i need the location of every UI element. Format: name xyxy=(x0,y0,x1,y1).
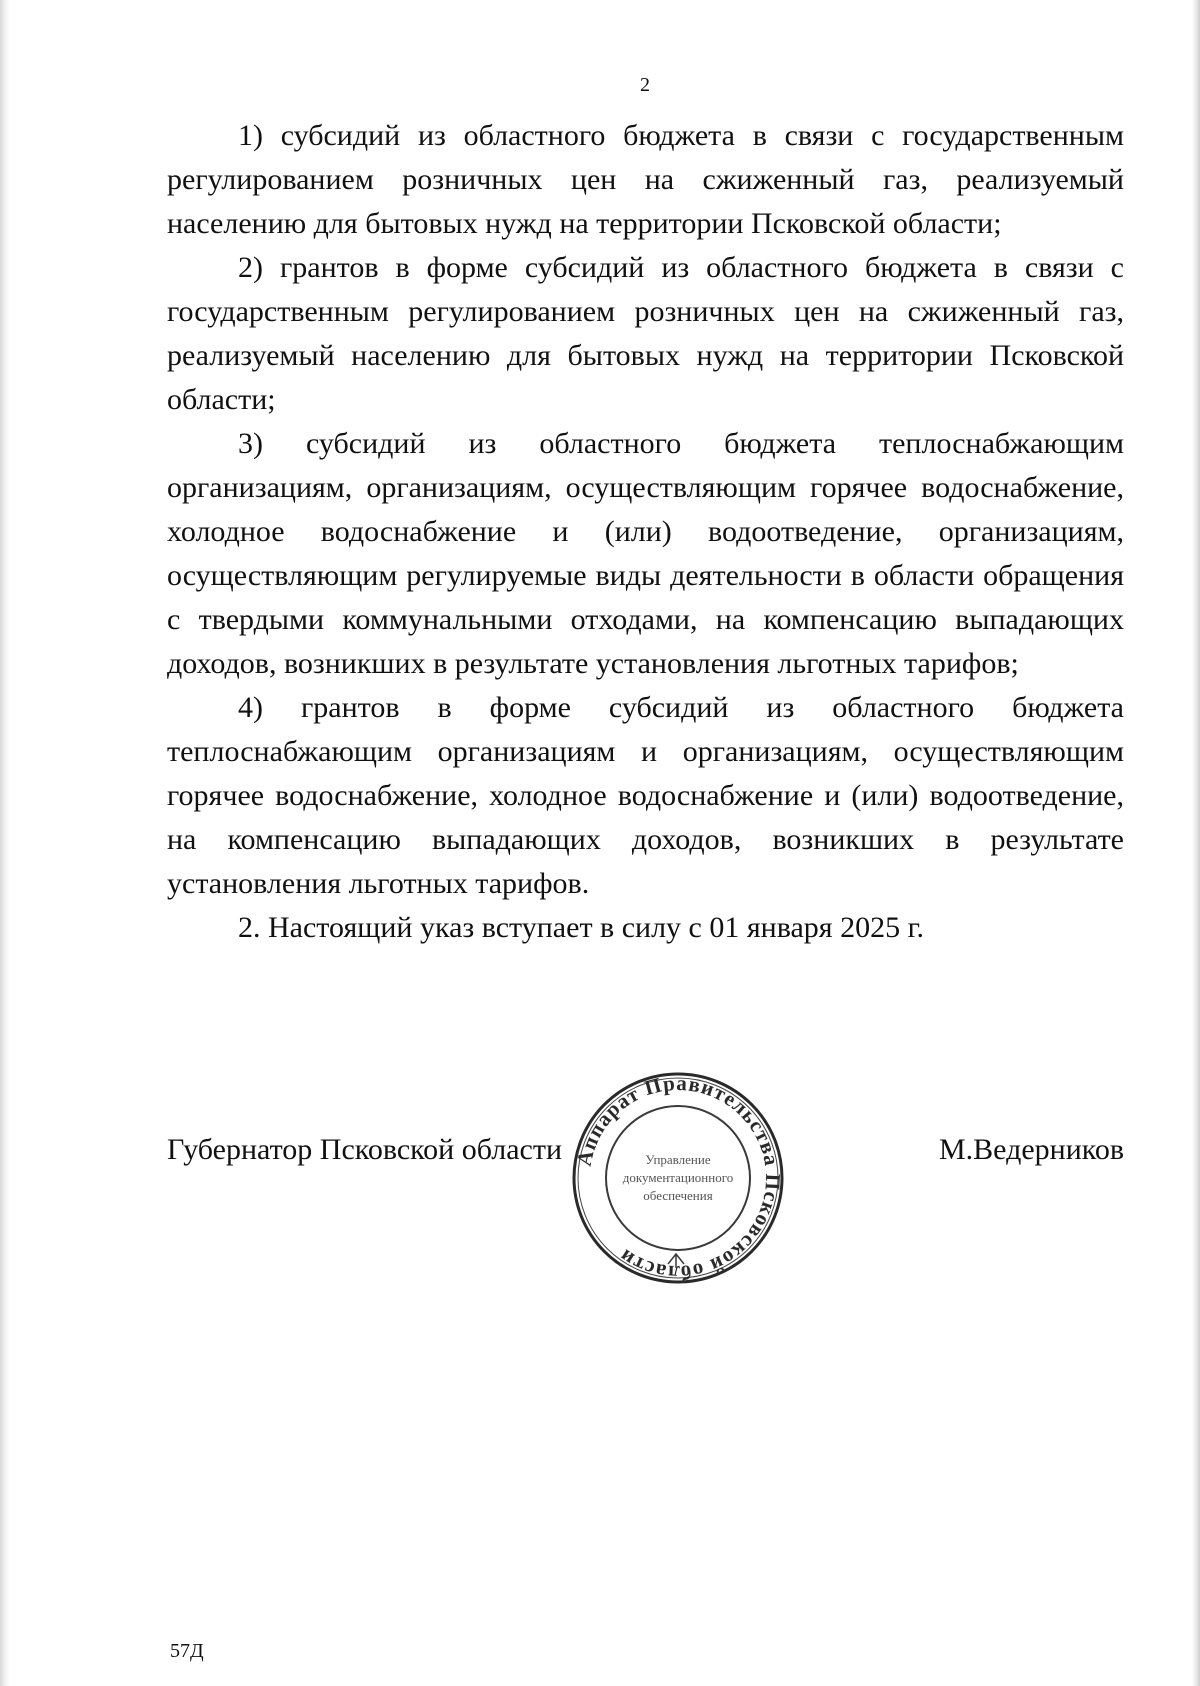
paragraph-item-4: 4) грантов в форме субсидий из областного бюджета теплоснабжающим организациям и организациям, осуществляющим горячее водоснабжение, холодное водоснабжение и (или) водоотведение, на компенсацию выпадающих доходов, возникших в результате установления льготных тарифов. xyxy=(167,691,1124,900)
stamp-inner-line-3: обеспечения xyxy=(643,1188,713,1203)
paragraph-item-2: 2) грантов в форме субсидий из областного бюджета в связи с государственным регулированием розничных цен на сжиженный газ, реализуемый населению для бытовых нужд на территории Псковской области; xyxy=(167,251,1124,416)
document-code: 57Д xyxy=(170,1640,204,1662)
official-stamp xyxy=(568,1068,788,1288)
paragraph-item-1: 1) субсидий из областного бюджета в связи с государственным регулированием розничных цен на сжиженный газ, реализуемый населению для бытовых нужд на территории Псковской области; xyxy=(167,119,1124,240)
stamp-inner-line-2: документационного xyxy=(622,1170,734,1185)
paragraph-effective-date: 2. Настоящий указ вступает в силу с 01 января 2025 г. xyxy=(238,911,925,944)
paragraph-item-3: 3) субсидий из областного бюджета теплоснабжающим организациям, организациям, осуществляющим горячее водоснабжение, холодное водоснабжение и (или) водоотведение, организациям, осуществляющим регулируемые виды деятельности в области обращения с твердыми коммунальными отходами, на компенсацию выпадающих доходов, возникших в результате установления льготных тарифов; xyxy=(167,427,1124,680)
scan-edge-left xyxy=(0,0,10,1686)
stamp-inner-line-1: Управление xyxy=(645,1152,711,1167)
stamp-outer-text: Аппарат Правительства Псковской области xyxy=(571,1070,786,1286)
scan-edge-right xyxy=(1192,0,1200,1686)
signatory-position: Губернатор Псковской области xyxy=(167,1133,563,1166)
page-number: 2 xyxy=(640,74,650,96)
document-body xyxy=(167,114,1124,950)
signatory-name: М.Ведерников xyxy=(938,1133,1124,1166)
